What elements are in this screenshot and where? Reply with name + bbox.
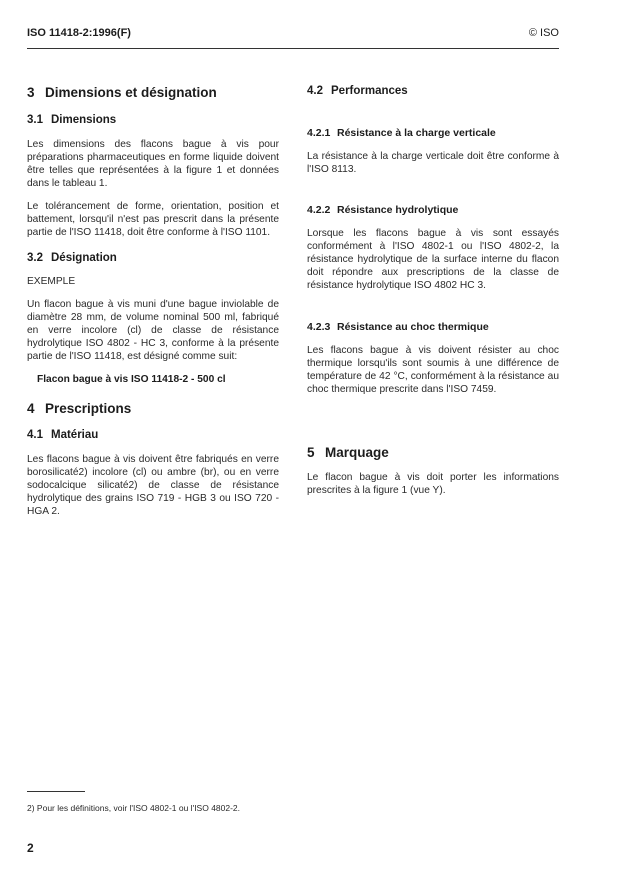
right-column	[307, 84, 559, 497]
document-reference: ISO 11418-2:1996(F)	[27, 27, 131, 39]
section-4-2-2-paragraph: Lorsque les flacons bague à vis sont essayés conformément à l'ISO 4802-1 ou l'ISO 4802-2, la résistance hydrolytique de la surface interne du flacon doit répondre aux prescriptions de la classe de résistance hydrolytique ISO 4802 HC 3.	[307, 228, 559, 291]
section-4-2-2-heading: 4.2.2 Résistance hydrolytique	[307, 204, 459, 216]
left-column	[27, 84, 279, 518]
section-3-1-paragraph-2: Le tolérancement de forme, orientation, position et battement, lorsqu'il n'est pas prescrit dans la présente partie de l'ISO 11418, doit être conforme à l'ISO 1101.	[27, 201, 279, 238]
section-4-1-paragraph: Les flacons bague à vis doivent être fabriqués en verre borosilicaté2) incolore (cl) ou ambre (br), ou en verre sodocalcique silicaté2) de classe de résistance hydrolytique des grains ISO 719 - HGB 3 ou ISO 720 - HGA 2.	[27, 454, 279, 517]
section-4-2-1-heading: 4.2.1 Résistance à la charge verticale	[307, 127, 496, 139]
section-3-heading: 3 Dimensions et désignation	[27, 85, 217, 100]
copyright-mark: © ISO	[528, 27, 559, 39]
section-5-paragraph: Le flacon bague à vis doit porter les informations prescrites à la figure 1 (vue Y).	[307, 472, 559, 496]
section-4-2-3-heading: 4.2.3 Résistance au choc thermique	[307, 321, 489, 333]
section-3-1-heading: 3.1 Dimensions	[27, 114, 117, 126]
header-rule	[27, 48, 559, 49]
example-label: EXEMPLE	[27, 276, 76, 287]
section-4-2-heading: 4.2 Performances	[307, 85, 408, 97]
section-3-1-paragraph-1: Les dimensions des flacons bague à vis pour préparations pharmaceutiques en forme liquide doivent être telles que représentées à la figure 1 et données dans le tableau 1.	[27, 139, 279, 189]
section-3-2-heading: 3.2 Désignation	[27, 252, 117, 264]
footnote-rule	[27, 791, 85, 792]
section-4-2-1-paragraph: La résistance à la charge verticale doit être conforme à l'ISO 8113.	[307, 151, 559, 175]
designation-example: Flacon bague à vis ISO 11418-2 - 500 cl	[37, 374, 226, 385]
section-5-heading: 5 Marquage	[307, 445, 389, 460]
footnote: 2) Pour les définitions, voir l'ISO 4802-1 ou l'ISO 4802-2.	[27, 803, 241, 813]
section-4-2-3-paragraph: Les flacons bague à vis doivent résister au choc thermique lorsqu'ils sont soumis à une différence de température de 42 °C, conformément à la résistance au choc thermique prescrite dans l'ISO 7459.	[307, 345, 559, 395]
page-number: 2	[27, 841, 34, 855]
section-4-1-heading: 4.1 Matériau	[27, 429, 99, 441]
section-4-heading: 4 Prescriptions	[27, 401, 132, 416]
section-3-2-paragraph: Un flacon bague à vis muni d'une bague inviolable de diamètre 28 mm, de volume nominal 500 ml, fabriqué en verre incolore (cl) de classe de résistance hydrolytique ISO 4802 - HC 3, conforme à la présente partie de l'ISO 11418, est désigné comme suit:	[27, 299, 279, 362]
